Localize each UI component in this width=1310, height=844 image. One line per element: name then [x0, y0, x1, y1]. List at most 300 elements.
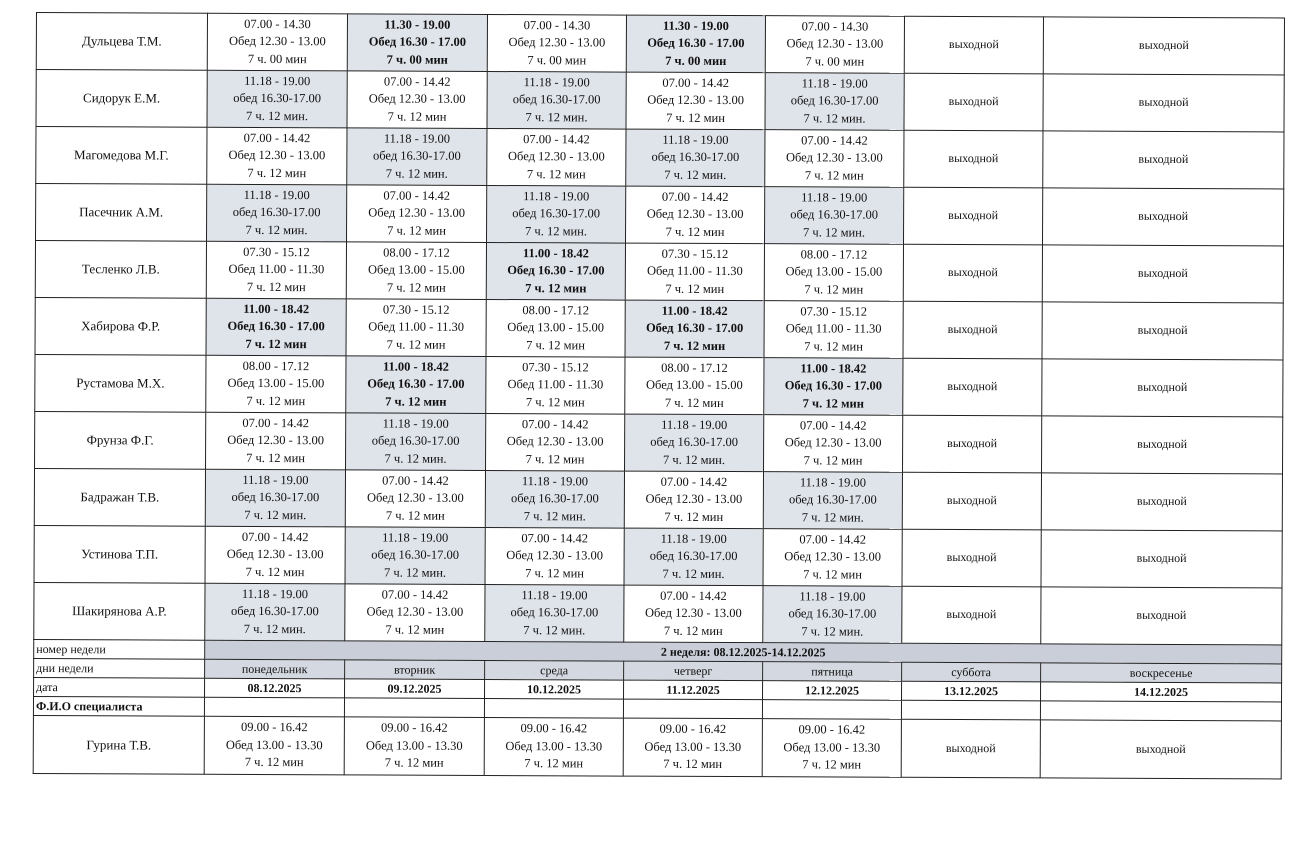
employee-row: [34, 582, 1282, 644]
shift-duration: 7 ч. 12 мин: [804, 282, 864, 297]
shift-hours: 09.00 - 16.42: [520, 721, 588, 736]
lunch-break: обед 16.30-17.00: [512, 92, 601, 107]
shift-hours: 11.18 - 19.00: [523, 74, 590, 90]
shift-duration: 7 ч. 12 мин: [665, 281, 725, 296]
lunch-break: обед 16.30-17.00: [372, 148, 461, 164]
lunch-break: Обед 12.30 - 13.00: [784, 435, 882, 450]
shift-cell-tue: [346, 299, 486, 357]
day-off-sun: выходной: [1043, 131, 1284, 189]
shift-hours: 08.00 - 17.12: [661, 360, 728, 375]
shift-cell-wed: [485, 527, 624, 585]
employee-row: [36, 184, 1284, 246]
employee-name: Устинова Т.П.: [34, 525, 205, 583]
shift-duration: 7 ч. 12 мин.: [525, 223, 588, 239]
lunch-break: обед 16.30-17.00: [510, 605, 599, 620]
lunch-break: Обед 12.30 - 13.00: [228, 148, 326, 163]
shift-duration: 7 ч. 12 мин: [802, 757, 862, 772]
shift-hours: 11.30 - 19.00: [662, 18, 729, 33]
shift-duration: 7 ч. 12 мин: [524, 756, 584, 771]
shift-cell-mon: [207, 13, 347, 71]
employee-row: [35, 354, 1283, 416]
shift-hours: 11.18 - 19.00: [242, 472, 309, 487]
employee-row: [34, 525, 1282, 587]
shift-duration: 7 ч. 12 мин: [663, 338, 726, 353]
shift-cell-tue: [345, 527, 485, 585]
day-sunday: воскресенье: [1041, 663, 1282, 683]
shift-duration: 7 ч. 12 мин: [525, 280, 587, 296]
lunch-break: Обед 12.30 - 13.00: [227, 433, 325, 448]
day-off-sat: выходной: [903, 358, 1042, 416]
day-off-sun: выходной: [1041, 587, 1282, 645]
lunch-break: обед 16.30-17.00: [512, 206, 601, 221]
shift-cell-thu: [624, 528, 763, 586]
day-off-sun: выходной: [1042, 359, 1283, 417]
day-off-sun: выходной: [1041, 473, 1282, 531]
employees-week1: [34, 13, 1285, 645]
employee-name: Пасечник А.М.: [36, 184, 207, 242]
shift-duration: 7 ч. 12 мин: [386, 337, 446, 352]
shift-cell-thu: [625, 414, 764, 472]
shift-duration: 7 ч. 12 мин: [244, 755, 304, 770]
shift-cell-fri: [763, 472, 902, 530]
shift-duration: 7 ч. 12 мин: [665, 224, 725, 239]
shift-duration: 7 ч. 12 мин: [804, 339, 863, 354]
shift-cell-fri: [763, 529, 902, 587]
shift-cell-fri: [764, 301, 903, 359]
shift-duration: 7 ч. 12 мин: [245, 336, 307, 351]
day-wednesday: среда: [485, 660, 624, 680]
shift-cell-thu: [626, 15, 765, 73]
employee-name: Дульцева Т.М.: [36, 13, 207, 71]
shift-duration: 7 ч. 12 мин.: [663, 452, 726, 467]
lunch-break: Обед 16.30 - 17.00: [368, 34, 467, 50]
lunch-break: Обед 11.00 - 11.30: [646, 263, 743, 279]
shift-hours: 07.00 - 14.30: [801, 19, 869, 34]
date-sunday: 14.12.2025: [1041, 682, 1282, 702]
employees-week2: [33, 715, 1281, 778]
shift-hours: 07.00 - 14.42: [241, 529, 309, 544]
day-thursday: четверг: [624, 661, 763, 681]
shift-hours: 11.18 - 19.00: [801, 190, 868, 205]
lunch-break: Обед 12.30 - 13.00: [644, 605, 742, 621]
employee-name: Сидорук Е.М.: [36, 70, 207, 128]
shift-hours: 07.30 - 15.12: [522, 359, 589, 375]
shift-duration: 7 ч. 12 мин.: [246, 108, 309, 123]
day-off-sun: выходной: [1040, 720, 1281, 779]
employee-row: [36, 70, 1284, 132]
lunch-break: Обед 13.00 - 13.30: [225, 737, 323, 753]
shift-hours: 07.00 - 14.42: [521, 530, 589, 546]
shift-hours: 07.00 - 14.42: [661, 189, 729, 204]
employee-name: Гурина Т.В.: [33, 715, 204, 774]
shift-hours: 09.00 - 16.42: [798, 722, 866, 737]
shift-cell-mon: [206, 412, 346, 470]
shift-cell-mon: [207, 127, 347, 185]
employee-name: Рустамова М.Х.: [35, 354, 206, 412]
shift-duration: 7 ч. 12 мин: [385, 508, 445, 523]
shift-duration: 7 ч. 12 мин: [525, 565, 584, 581]
shift-hours: 11.18 - 19.00: [244, 73, 311, 88]
lunch-break: Обед 16.30 - 17.00: [507, 263, 605, 278]
shift-duration: 7 ч. 12 мин.: [803, 111, 866, 126]
shift-cell-tue: [347, 14, 487, 72]
shift-hours: 07.00 - 14.42: [381, 587, 449, 602]
shift-duration: 7 ч. 12 мин.: [525, 109, 588, 125]
lunch-break: Обед 12.30 - 13.00: [368, 91, 466, 107]
date-label: дата: [34, 677, 205, 697]
lunch-break: Обед 12.30 - 13.00: [785, 150, 883, 165]
lunch-break: Обед 12.30 - 13.00: [647, 92, 745, 108]
shift-hours: 11.00 - 18.42: [661, 303, 728, 318]
date-saturday: 13.12.2025: [902, 681, 1041, 701]
shift-cell-wed: [486, 185, 625, 243]
lunch-break: Обед 13.00 - 13.30: [505, 738, 603, 754]
day-off-sun: выходной: [1042, 245, 1283, 303]
shift-cell-mon: [206, 241, 346, 299]
shift-cell-thu: [625, 357, 764, 415]
shift-hours: 11.18 - 19.00: [383, 131, 451, 146]
shift-hours: 11.00 - 18.42: [800, 361, 867, 376]
shift-hours: 07.00 - 14.42: [383, 188, 451, 203]
shift-duration: 7 ч. 12 мин: [247, 165, 307, 180]
shift-duration: 7 ч. 12 мин.: [243, 621, 306, 636]
shift-cell-fri: [764, 358, 903, 416]
shift-hours: 11.18 - 19.00: [660, 531, 727, 546]
employee-name: Магомедова М.Г.: [36, 127, 207, 185]
shift-cell-thu: [625, 186, 764, 244]
lunch-break: обед 16.30-17.00: [231, 490, 320, 505]
lunch-break: обед 16.30-17.00: [650, 434, 739, 450]
employee-row: [36, 13, 1284, 75]
shift-duration: 7 ч. 12 мин: [803, 453, 863, 468]
lunch-break: Обед 12.30 - 13.00: [508, 35, 606, 50]
shift-cell-wed: [486, 299, 625, 357]
shift-duration: 7 ч. 12 мин.: [384, 451, 447, 466]
shift-hours: 07.00 - 14.42: [799, 418, 867, 433]
shift-hours: 11.18 - 19.00: [801, 76, 868, 91]
lunch-break: обед 16.30-17.00: [232, 205, 321, 220]
shift-cell-fri: [764, 187, 903, 245]
shift-hours: 11.18 - 19.00: [661, 417, 728, 432]
shift-hours: 07.30 - 15.12: [243, 244, 310, 259]
shift-cell-tue: [344, 717, 484, 776]
shift-duration: 7 ч. 12 мин: [386, 280, 446, 295]
shift-hours: 07.00 - 14.42: [521, 416, 589, 432]
employee-name: Шакирянова А.Р.: [34, 582, 205, 640]
empty-cell: [762, 700, 901, 720]
shift-duration: 7 ч. 12 мин.: [801, 624, 864, 639]
date-thursday: 11.12.2025: [624, 680, 763, 700]
lunch-break: Обед 12.30 - 13.00: [506, 434, 604, 449]
lunch-break: обед 16.30-17.00: [371, 433, 460, 449]
shift-cell-wed: [486, 242, 625, 300]
shift-duration: 7 ч. 12 мин: [525, 451, 585, 467]
lunch-break: Обед 12.30 - 13.00: [366, 604, 464, 620]
lunch-break: Обед 12.30 - 13.00: [784, 549, 882, 564]
shift-cell-thu: [624, 585, 763, 643]
shift-duration: 7 ч. 12 мин: [525, 394, 585, 410]
day-monday: понедельник: [205, 659, 345, 679]
shift-hours: 11.18 - 19.00: [521, 587, 588, 603]
shift-duration: 7 ч. 00 мин: [527, 52, 587, 68]
lunch-break: Обед 13.00 - 15.00: [645, 377, 743, 393]
week-banner: 2 неделя: 08.12.2025-14.12.2025: [205, 640, 1282, 664]
shift-duration: 7 ч. 12 мин: [664, 509, 724, 524]
shift-duration: 7 ч. 12 мин: [246, 279, 306, 294]
day-off-sun: выходной: [1043, 74, 1284, 132]
shift-cell-fri: [765, 130, 904, 188]
lunch-break: Обед 16.30 - 17.00: [784, 378, 883, 393]
lunch-break: Обед 11.00 - 11.30: [368, 319, 465, 335]
shift-hours: 07.00 - 14.42: [662, 75, 730, 90]
shift-hours: 07.00 - 14.42: [383, 74, 451, 89]
shift-hours: 07.30 - 15.12: [661, 246, 729, 261]
day-off-sat: выходной: [902, 472, 1041, 530]
day-off-sun: выходной: [1041, 416, 1282, 474]
day-off-sat: выходной: [902, 586, 1041, 644]
shift-duration: 7 ч. 12 мин: [803, 567, 862, 582]
shift-cell-wed: [486, 356, 625, 414]
shift-hours: 11.18 - 19.00: [382, 416, 449, 431]
shift-cell-thu: [626, 129, 765, 187]
lunch-break: Обед 16.30 - 17.00: [367, 376, 465, 392]
lunch-break: Обед 12.30 - 13.00: [366, 490, 464, 506]
shift-duration: 7 ч. 12 мин: [666, 110, 725, 125]
shift-duration: 7 ч. 12 мин: [664, 395, 724, 410]
shift-cell-wed: [487, 71, 626, 129]
lunch-break: обед 16.30-17.00: [790, 207, 879, 222]
day-off-sun: выходной: [1041, 530, 1282, 588]
shift-duration: 7 ч. 12 мин.: [523, 622, 586, 638]
shift-duration: 7 ч. 12 мин.: [662, 566, 725, 581]
shift-duration: 7 ч. 12 мин: [387, 223, 446, 238]
empty-cell: [1040, 701, 1281, 721]
shift-duration: 7 ч. 12 мин: [385, 622, 445, 637]
shift-duration: 7 ч. 12 мин: [245, 564, 305, 579]
shift-hours: 09.00 - 16.42: [241, 720, 308, 735]
shift-hours: 11.00 - 18.42: [243, 301, 310, 316]
shift-duration: 7 ч. 12 мин: [663, 756, 723, 772]
shift-cell-tue: [346, 242, 486, 300]
shift-duration: 7 ч. 12 мин.: [384, 565, 447, 580]
shift-cell-fri: [762, 719, 901, 778]
shift-hours: 08.00 - 17.12: [522, 302, 590, 318]
shift-cell-mon: [207, 184, 347, 242]
shift-duration: 7 ч. 00 мин: [805, 54, 865, 69]
day-off-sat: выходной: [901, 719, 1040, 778]
shift-cell-fri: [765, 73, 904, 131]
shift-duration: 7 ч. 12 мин.: [244, 507, 307, 522]
shift-cell-wed: [485, 584, 624, 642]
shift-hours: 11.18 - 19.00: [382, 530, 449, 545]
shift-duration: 7 ч. 00 мин: [247, 51, 307, 66]
shift-hours: 07.00 - 14.30: [523, 17, 591, 33]
day-off-sat: выходной: [903, 244, 1042, 302]
shift-duration: 7 ч. 12 мин.: [245, 222, 308, 237]
lunch-break: Обед 11.00 - 11.30: [228, 262, 325, 277]
employee-row: [36, 127, 1284, 189]
shift-cell-mon: [204, 716, 344, 775]
shift-cell-wed: [486, 413, 625, 471]
day-off-sun: выходной: [1042, 302, 1283, 360]
day-off-sat: выходной: [903, 301, 1042, 359]
lunch-break: обед 16.30-17.00: [788, 606, 877, 621]
shift-hours: 07.30 - 15.12: [382, 302, 450, 317]
shift-hours: 11.18 - 19.00: [243, 187, 310, 202]
lunch-break: Обед 11.00 - 11.30: [785, 321, 882, 336]
weekdays-label: дни недели: [34, 658, 205, 678]
shift-cell-mon: [205, 583, 345, 641]
shift-duration: 7 ч. 12 мин: [526, 337, 585, 353]
lunch-break: Обед 13.00 - 15.00: [227, 376, 325, 391]
shift-hours: 07.30 - 15.12: [800, 304, 868, 319]
shift-cell-mon: [207, 70, 347, 128]
lunch-break: Обед 13.00 - 13.30: [783, 740, 881, 755]
shift-duration: 7 ч. 12 мин: [526, 166, 586, 182]
shift-cell-thu: [623, 718, 762, 777]
employee-row: [35, 411, 1283, 473]
shift-hours: 11.18 - 19.00: [799, 475, 867, 490]
shift-cell-fri: [765, 16, 904, 74]
shift-hours: 09.00 - 16.42: [381, 720, 448, 736]
lunch-break: Обед 12.30 - 13.00: [228, 34, 326, 49]
day-off-sat: выходной: [904, 16, 1043, 74]
shift-hours: 08.00 - 17.12: [242, 358, 310, 373]
shift-cell-thu: [625, 243, 764, 301]
shift-hours: 07.00 - 14.42: [801, 133, 868, 148]
shift-duration: 7 ч. 12 мин.: [385, 166, 448, 181]
shift-cell-wed: [487, 14, 626, 72]
shift-cell-mon: [205, 526, 345, 584]
shift-cell-thu: [624, 471, 763, 529]
shift-hours: 07.00 - 14.30: [244, 16, 311, 31]
lunch-break: Обед 16.30 - 17.00: [645, 320, 744, 336]
shift-cell-fri: [764, 244, 903, 302]
shift-hours: 11.00 - 18.42: [382, 359, 449, 374]
shift-cell-tue: [347, 128, 487, 186]
shift-cell-fri: [763, 586, 902, 644]
shift-duration: 7 ч. 12 мин.: [801, 510, 864, 525]
day-saturday: суббота: [902, 662, 1041, 682]
employee-row: [35, 297, 1283, 359]
shift-hours: 11.00 - 18.42: [522, 245, 589, 261]
employee-row: [35, 241, 1283, 303]
shift-cell-mon: [206, 298, 346, 356]
shift-cell-fri: [764, 415, 903, 473]
lunch-break: обед 16.30-17.00: [510, 491, 599, 506]
shift-cell-wed: [487, 128, 626, 186]
lunch-break: Обед 12.30 - 13.00: [368, 205, 466, 221]
shift-duration: 7 ч. 12 мин: [385, 394, 447, 409]
employee-name: Фрунза Ф.Г.: [35, 411, 206, 469]
lunch-break: обед 16.30-17.00: [649, 548, 738, 564]
day-off-sun: выходной: [1042, 188, 1283, 246]
shift-cell-thu: [625, 300, 764, 358]
shift-duration: 7 ч. 12 мин: [246, 393, 306, 408]
shift-duration: 7 ч. 12 мин.: [803, 225, 866, 240]
shift-cell-mon: [206, 355, 346, 413]
lunch-break: Обед 12.30 - 13.00: [507, 149, 605, 164]
shift-duration: 7 ч. 12 мин: [387, 109, 447, 124]
week-number-label: номер недели: [34, 639, 205, 659]
lunch-break: Обед 13.00 - 15.00: [367, 262, 465, 278]
empty-cell: [204, 697, 344, 717]
shift-duration: 7 ч. 00 мин: [665, 53, 727, 68]
shift-hours: 07.00 - 14.42: [523, 131, 590, 147]
shift-cell-tue: [345, 470, 485, 528]
lunch-break: обед 16.30-17.00: [788, 492, 877, 507]
shift-hours: 07.00 - 14.42: [799, 532, 867, 547]
empty-cell: [484, 698, 623, 718]
shift-hours: 07.00 - 14.42: [382, 473, 449, 488]
lunch-break: Обед 12.30 - 13.00: [645, 491, 743, 507]
lunch-break: Обед 11.00 - 11.30: [507, 377, 604, 392]
lunch-break: Обед 13.00 - 13.30: [365, 738, 463, 753]
shift-hours: 07.00 - 14.42: [243, 130, 311, 145]
lunch-break: обед 16.30-17.00: [651, 149, 740, 165]
shift-hours: 09.00 - 16.42: [659, 721, 727, 737]
lunch-break: Обед 13.00 - 15.00: [785, 264, 883, 279]
shift-duration: 7 ч. 00 мин: [386, 52, 448, 67]
shift-hours: 08.00 - 17.12: [800, 247, 868, 262]
employee-name: Хабирова Ф.Р.: [35, 297, 206, 355]
week2-section: [33, 639, 1281, 720]
lunch-break: Обед 13.00 - 13.30: [644, 739, 742, 754]
empty-cell: [901, 700, 1040, 720]
lunch-break: Обед 16.30 - 17.00: [227, 319, 325, 334]
employee-name: Тесленко Л.В.: [35, 241, 206, 299]
lunch-break: обед 16.30-17.00: [790, 93, 879, 108]
shift-cell-tue: [346, 413, 486, 471]
shift-cell-wed: [485, 470, 624, 528]
day-off-sat: выходной: [903, 187, 1042, 245]
shift-cell-mon: [205, 469, 345, 527]
lunch-break: Обед 13.00 - 15.00: [507, 320, 605, 335]
lunch-break: обед 16.30-17.00: [230, 604, 319, 619]
shift-duration: 7 ч. 12 мин: [384, 755, 444, 771]
day-off-sat: выходной: [904, 130, 1043, 188]
shift-hours: 11.18 - 19.00: [799, 589, 866, 604]
day-off-sat: выходной: [902, 415, 1041, 473]
schedule-table: [33, 12, 1285, 779]
date-wednesday: 10.12.2025: [485, 679, 624, 699]
lunch-break: Обед 12.30 - 13.00: [786, 36, 884, 51]
shift-duration: 7 ч. 12 мин: [246, 450, 305, 465]
lunch-break: Обед 12.30 - 13.00: [226, 547, 324, 562]
empty-cell: [623, 699, 762, 719]
shift-hours: 11.18 - 19.00: [662, 132, 729, 147]
shift-hours: 11.18 - 19.00: [521, 473, 589, 489]
shift-hours: 07.00 - 14.42: [242, 415, 310, 430]
empty-cell: [344, 698, 484, 718]
day-off-sun: выходной: [1043, 17, 1284, 75]
shift-cell-tue: [347, 185, 487, 243]
day-tuesday: вторник: [345, 660, 485, 680]
shift-hours: 08.00 - 17.12: [383, 245, 450, 260]
lunch-break: обед 16.30-17.00: [371, 547, 460, 563]
shift-cell-tue: [345, 584, 485, 642]
employee-row: [33, 715, 1281, 778]
day-off-sat: выходной: [902, 529, 1041, 587]
shift-hours: 11.18 - 19.00: [523, 188, 590, 204]
day-off-sat: выходной: [904, 73, 1043, 131]
shift-duration: 7 ч. 12 мин.: [523, 508, 586, 524]
shift-cell-tue: [347, 71, 487, 129]
specialist-label: Ф.И.О специалиста: [33, 696, 204, 716]
lunch-break: Обед 12.30 - 13.00: [506, 548, 604, 563]
shift-cell-thu: [626, 72, 765, 130]
date-friday: 12.12.2025: [763, 681, 902, 701]
